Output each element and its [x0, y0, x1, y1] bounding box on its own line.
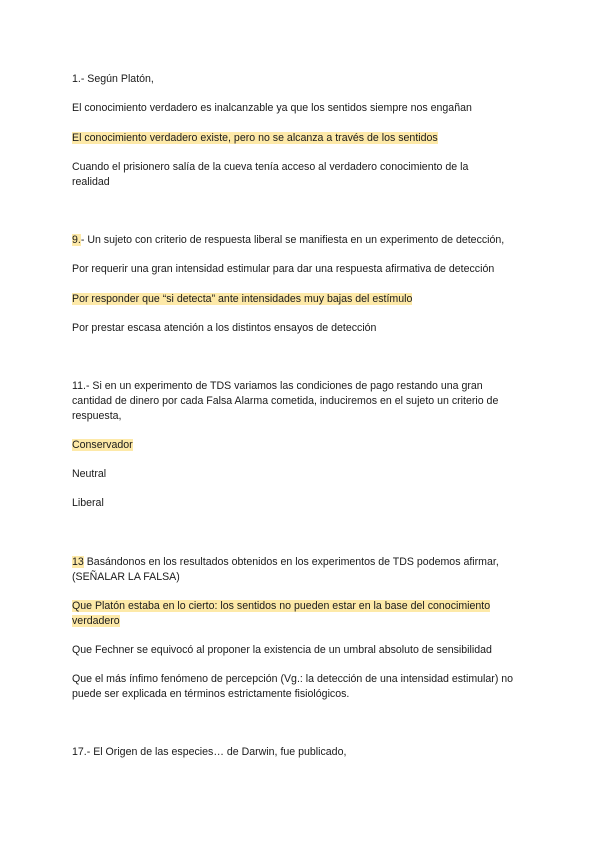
question-11: 11.- Si en un experimento de TDS variamos las condiciones de pago restando una gran cantidad de dinero por cada Falsa Alarma cometida, induciremos en el sujeto un criterio de respuesta, — [72, 380, 499, 422]
question-13 — [72, 555, 534, 585]
question-13-text: Basándonos en los resultados obtenidos en los experimentos de TDS podemos afirmar, (SEÑALAR LA FALSA) — [72, 556, 499, 583]
q11-option-c: Liberal — [72, 497, 104, 509]
question-1: 1.- Según Platón, — [72, 73, 154, 85]
question-9-text: - Un sujeto con criterio de respuesta liberal se manifiesta en un experimento de detección, — [80, 234, 505, 246]
question-number-highlight: 13 — [72, 556, 84, 568]
q11-option-a-highlighted — [72, 438, 532, 453]
highlight: Conservador — [72, 439, 133, 451]
highlight: El conocimiento verdadero existe, pero no se alcanza a través de los sentidos — [72, 132, 438, 144]
question-number-highlight: 9. — [72, 234, 81, 246]
q13-option-b: Que Fechner se equivocó al proponer la existencia de un umbral absoluto de sensibilidad — [72, 644, 492, 656]
highlight: Por responder que “si detecta” ante intensidades muy bajas del estímulo — [72, 293, 413, 305]
q13-option-c: Que el más ínfimo fenómeno de percepción (Vg.: la detección de una intensidad estimular) no puede ser explicada en términos estrictamente fisiológicos. — [72, 673, 514, 700]
question-9 — [72, 233, 532, 248]
question-17: 17.- El Origen de las especies… de Darwin, fue publicado, — [72, 746, 347, 758]
q13-option-a-highlighted — [72, 599, 514, 629]
q9-option-a: Por requerir una gran intensidad estimular para dar una respuesta afirmativa de detección — [72, 263, 495, 275]
q9-option-c: Por prestar escasa atención a los distintos ensayos de detección — [72, 322, 377, 334]
q1-option-b-highlighted — [72, 131, 532, 146]
highlight: Que Platón estaba en lo cierto: los sentidos no pueden estar en la base del conocimiento verdadero — [72, 600, 491, 627]
q11-option-b: Neutral — [72, 468, 107, 480]
q1-option-c: Cuando el prisionero salía de la cueva tenía acceso al verdadero conocimiento de la realidad — [72, 161, 469, 188]
q9-option-b-highlighted — [72, 292, 532, 307]
q1-option-a: El conocimiento verdadero es inalcanzable ya que los sentidos siempre nos engañan — [72, 102, 472, 114]
